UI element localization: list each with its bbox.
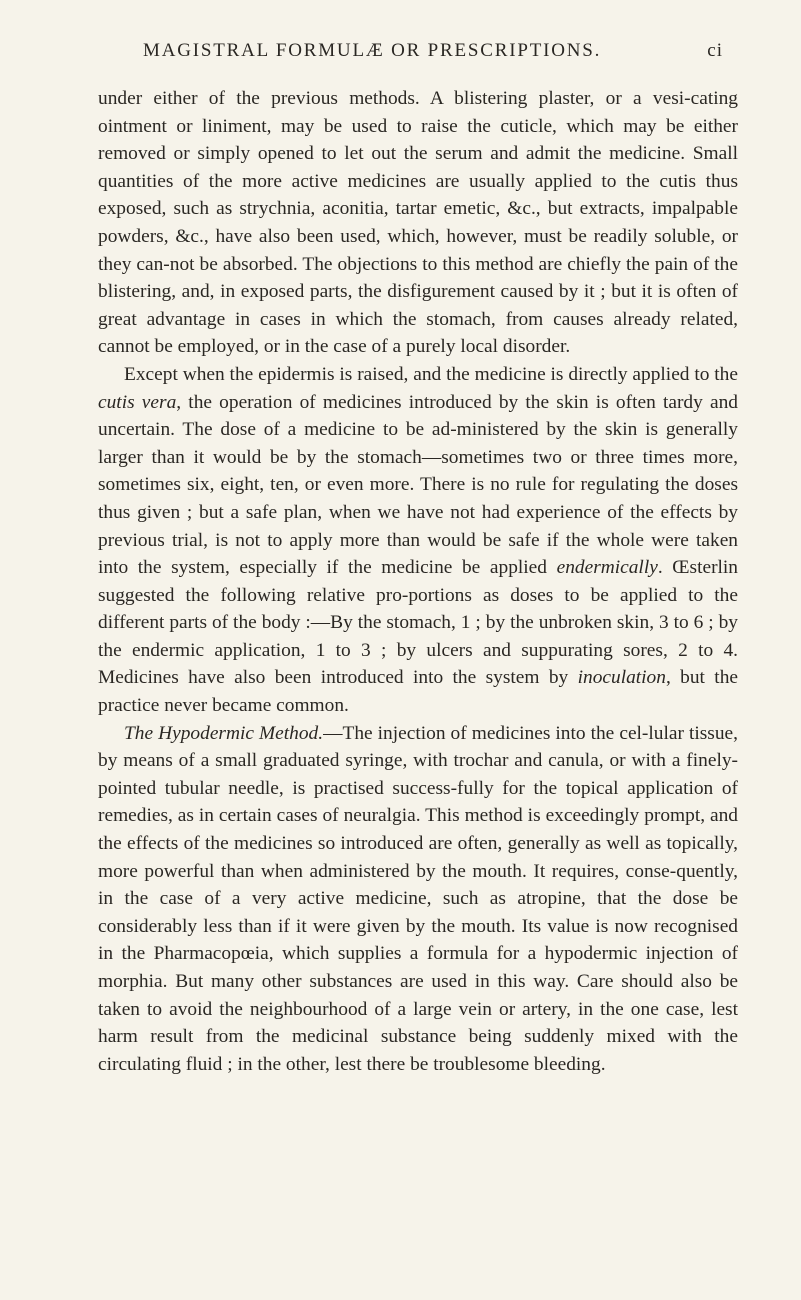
italic-term: cutis vera (98, 391, 177, 413)
section-heading: The Hypodermic Method. (124, 722, 324, 744)
text-run: , the operation of medicines introduced by the skin is often tardy and uncertain. The dose of a medicine to be ad-ministered by the skin is generally larger than it would be by the stomach—sometimes two or three times more, sometimes six, eight, ten, or even more. There is no rule for regulating the doses thus given ; but a safe plan, when we have not had experience of the effects by previous trial, is not to apply more than would be safe if the whole were taken into the system, especially if the medicine be applied (98, 391, 738, 579)
text-run: , but the practice never became common. (98, 667, 738, 717)
page-number: ci (707, 40, 723, 61)
body-text (98, 85, 738, 1078)
page-header (0, 40, 801, 80)
italic-term: inoculation (577, 667, 666, 689)
italic-term: endermically (556, 557, 658, 579)
text-run: —The injection of medicines into the cel-lular tissue, by means of a small graduated syringe, with trochar and canula, or with a finely-pointed tubular needle, is practised success-fully for the topical application of remedies, as in certain cases of neuralgia. This method is exceedingly prompt, and the effects of the medicines so introduced are often, generally as well as topically, more powerful than when administered by the mouth. It requires, conse-quently, in the case of a very active medicine, such as atropine, that the dose be considerably less than if it were given by the mouth. Its value is now recognised in the Pharmacopœia, which supplies a formula for a hypodermic injection of morphia. But many other substances are used in this way. Care should also be taken to avoid the neighbourhood of a large vein or artery, in the one case, lest harm result from the medicinal substance being suddenly mixed with the circulating fluid ; in the other, lest there be troublesome bleeding. (98, 722, 738, 1075)
text-run: under either of the previous methods. A blistering plaster, or a vesi-cating ointment or liniment, may be used to raise the cuticle, which may be either removed or simply opened to let out the serum and admit the medicine. Small quantities of the more active medicines are usually applied to the cutis thus exposed, such as strychnia, aconitia, tartar emetic, &c., but extracts, impalpable powders, &c., have also been used, which, however, must be readily soluble, or they can-not be absorbed. The objections to this method are chiefly the pain of the blistering, and, in exposed parts, the disfigurement caused by it ; but it is often of great advantage in cases in which the stomach, from causes already related, cannot be employed, or in the case of a purely local disorder. (98, 88, 738, 358)
paragraph (98, 85, 738, 361)
text-run: Except when the epidermis is raised, and the medicine is directly applied to the (124, 363, 738, 385)
paragraph (98, 361, 738, 720)
text-run: . Œsterlin suggested the following relative pro-portions as doses to be applied to the different parts of the body :—By the stomach, 1 ; by the unbroken skin, 3 to 6 ; by the endermic application, 1 to 3 ; by ulcers and suppurating sores, 2 to 4. Medicines have also been introduced into the system by (98, 557, 738, 689)
paragraph (98, 720, 738, 1079)
running-title: MAGISTRAL FORMULÆ OR PRESCRIPTIONS. (143, 40, 602, 61)
